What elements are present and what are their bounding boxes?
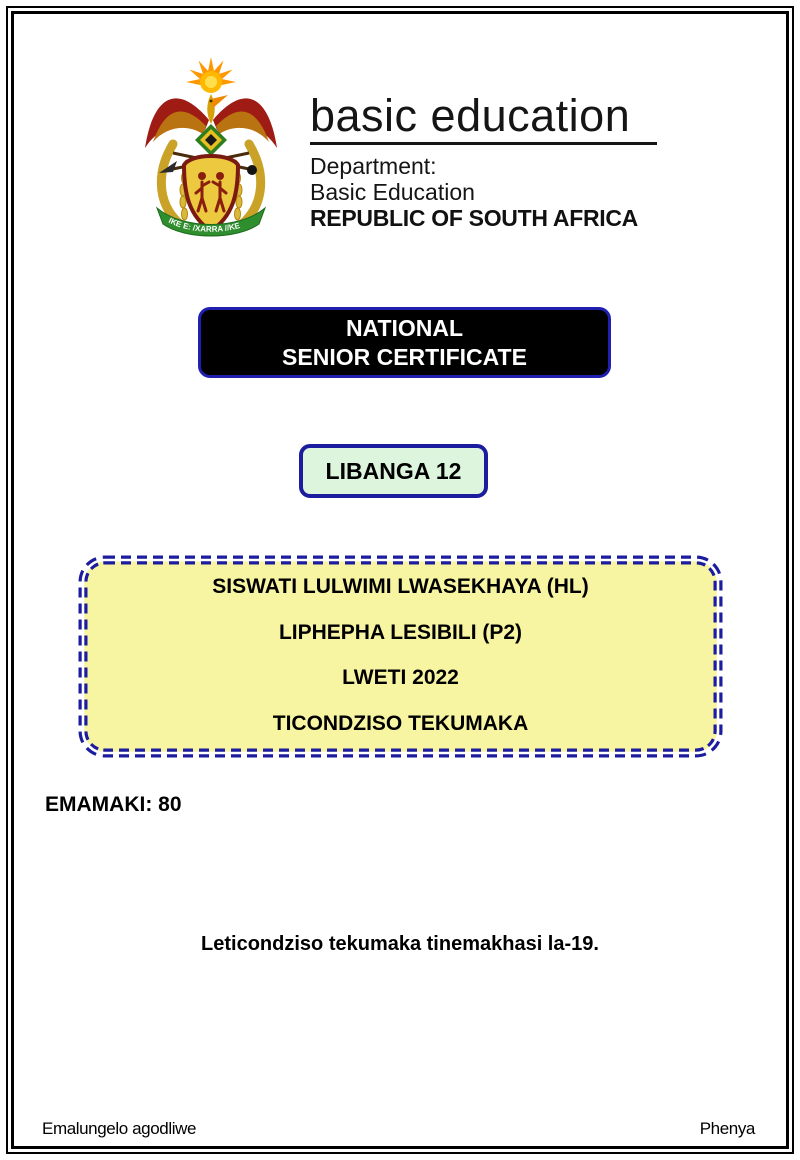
- coat-of-arms-logo: [143, 56, 279, 244]
- footer-turn-over: Phenya: [699, 1119, 755, 1138]
- grade-badge: [299, 444, 488, 498]
- exam-session: LWETI 2022: [342, 666, 459, 690]
- exam-doc-type: TICONDZISO TEKUMAKA: [272, 711, 529, 735]
- shield: [184, 156, 238, 231]
- certificate-banner-line1: NATIONAL: [345, 314, 464, 341]
- wordmark: basic education: [310, 90, 631, 141]
- certificate-banner: [198, 307, 611, 378]
- exam-details-content: [84, 561, 717, 752]
- wordmark-rule: [310, 142, 657, 145]
- certificate-banner-line2: SENIOR CERTIFICATE: [282, 343, 527, 370]
- marks-label: EMAMAKI: 80: [45, 793, 182, 816]
- exam-paper: LIPHEPHA LESIBILI (P2): [278, 620, 523, 644]
- grade-badge-label: LIBANGA 12: [325, 457, 462, 484]
- department-name: Basic Education: [310, 179, 475, 206]
- exam-details-box: [78, 555, 723, 758]
- exam-subject: SISWATI LULWIMI LWASEKHAYA (HL): [212, 575, 589, 598]
- department-label: Department:: [310, 153, 437, 180]
- footer-copyright: Emalungelo agodliwe: [42, 1119, 197, 1138]
- department-header: [310, 92, 660, 232]
- country-name: REPUBLIC OF SOUTH AFRICA: [310, 205, 638, 232]
- motto-text: IKE E: /XARRA //KE: [167, 215, 241, 234]
- page-note: Leticondziso tekumaka tinemakhasi la-19.: [201, 933, 599, 955]
